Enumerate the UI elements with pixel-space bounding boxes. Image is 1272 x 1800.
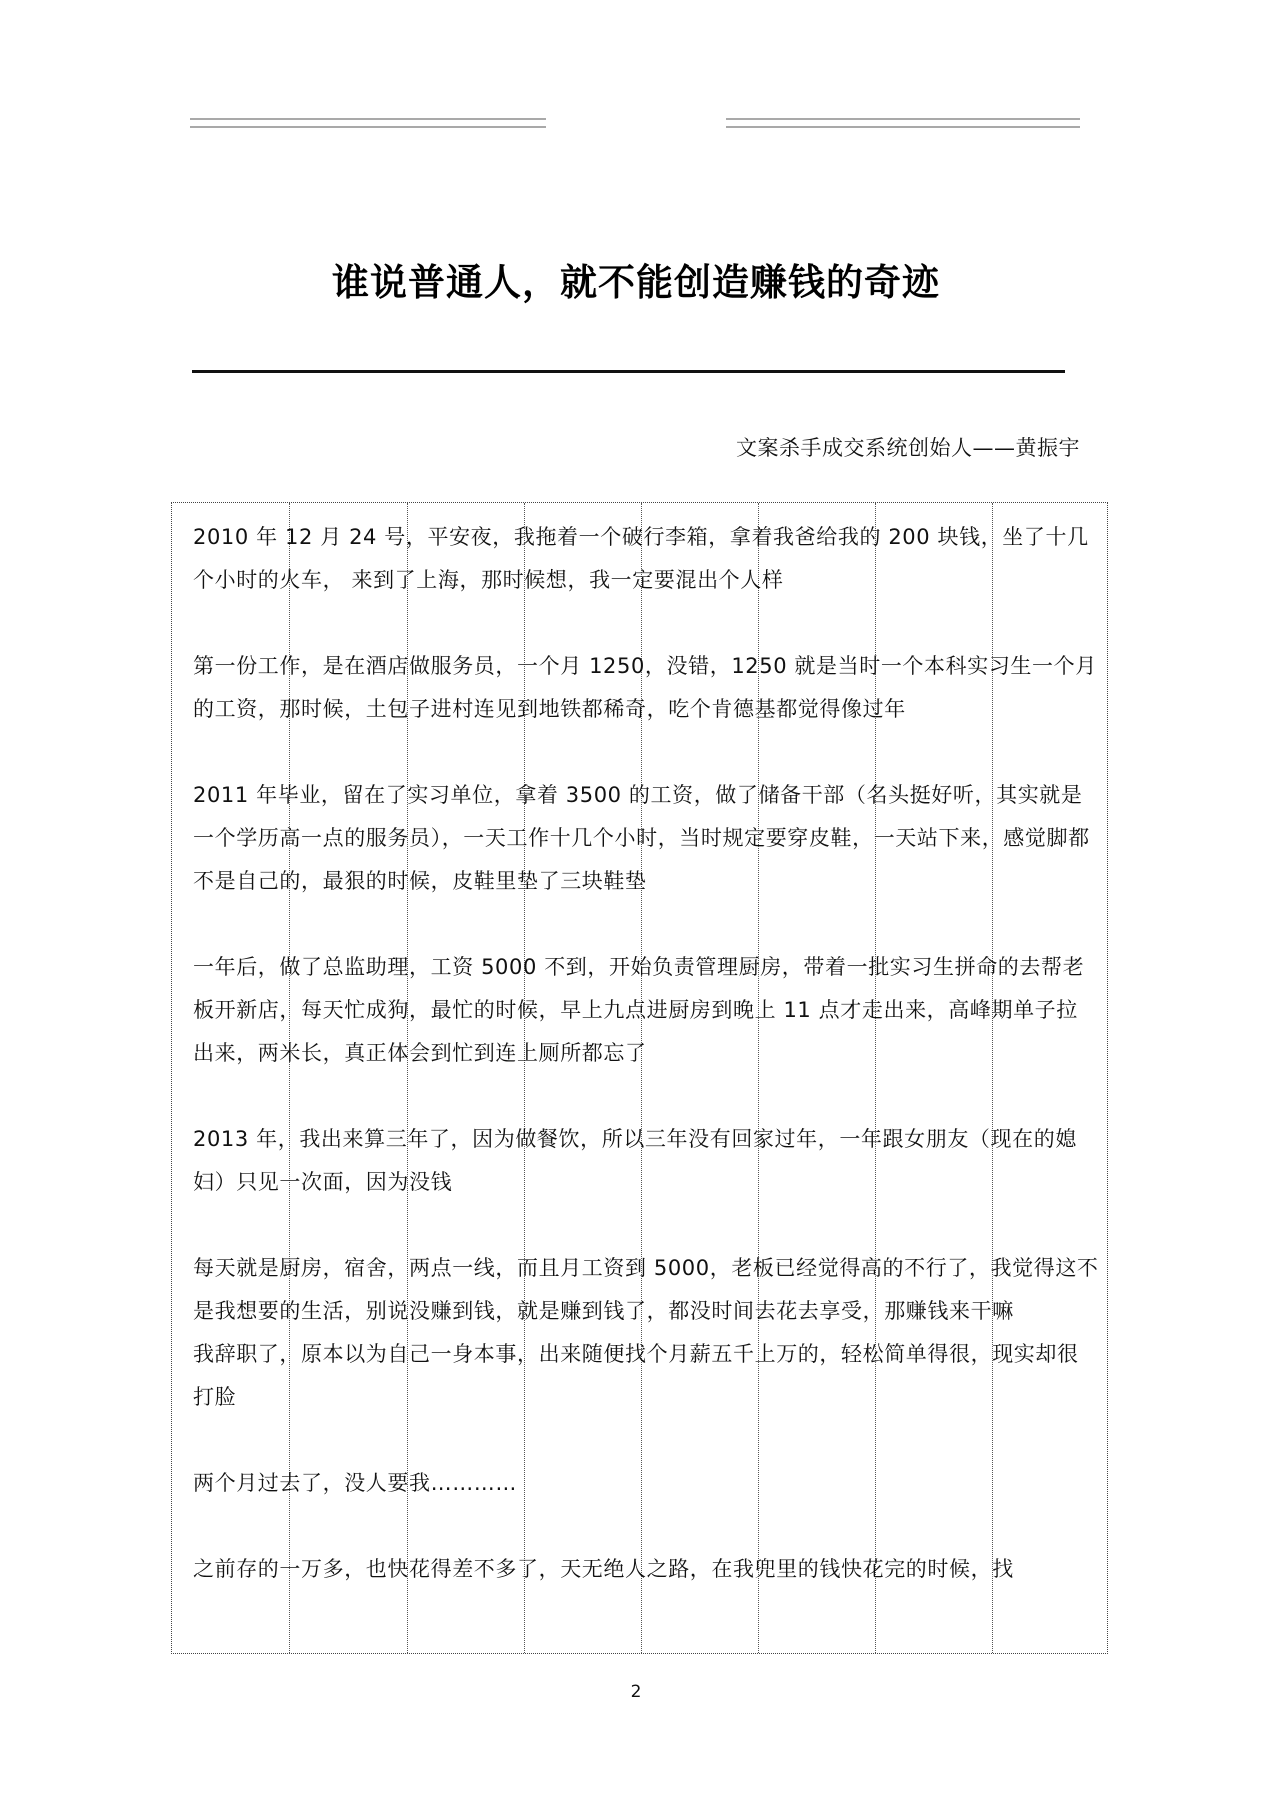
top-decorative-rule-left (190, 118, 546, 128)
document-title: 谁说普通人，就不能创造赚钱的奇迹 (332, 261, 940, 304)
paragraph-3: 2011 年毕业，留在了实习单位，拿着 3500 的工资，做了储备干部（名头挺好听，其实就是一个学历高一点的服务员），一天工作十几个小时，当时规定要穿皮鞋，一天站下来，感觉脚都不是自己的，最狠的时候，皮鞋里垫了三块鞋垫 (193, 783, 1090, 893)
paragraph-gap (193, 1419, 1099, 1462)
top-decorative-rule-right (726, 118, 1080, 128)
author-line: 文案杀手成交系统创始人——黄振宇 (736, 436, 1080, 460)
title-underline (192, 370, 1065, 373)
page-number: 2 (630, 1682, 642, 1702)
paragraph-7: 我辞职了，原本以为自己一身本事，出来随便找个月薪五千上万的，轻松简单得很，现实却很打脸 (193, 1342, 1079, 1409)
paragraph-1: 2010 年 12 月 24 号，平安夜，我拖着一个破行李箱，拿着我爸给我的 200 块钱，坐了十几个小时的火车， 来到了上海，那时候想，我一定要混出个人样 (193, 525, 1089, 592)
paragraph-4: 一年后，做了总监助理，工资 5000 不到，开始负责管理厨房，带着一批实习生拼命的去帮老板开新店，每天忙成狗，最忙的时候，早上九点进厨房到晚上 11 点才走出来，高峰期单子拉出来，两米长，真正体会到忙到连上厕所都忘了 (193, 955, 1085, 1065)
article-body (193, 516, 1099, 1591)
paragraph-6: 每天就是厨房，宿舍，两点一线，而且月工资到 5000，老板已经觉得高的不行了，我觉得这不是我想要的生活，别说没赚到钱，就是赚到钱了，都没时间去花去享受，那赚钱来干嘛 (193, 1256, 1099, 1323)
paragraph-gap (193, 731, 1099, 774)
paragraph-8: 两个月过去了，没人要我………… (193, 1471, 517, 1495)
paragraph-gap (193, 1505, 1099, 1548)
paragraph-gap (193, 1204, 1099, 1247)
paragraph-gap (193, 903, 1099, 946)
paragraph-gap (193, 1075, 1099, 1118)
paragraph-2: 第一份工作，是在酒店做服务员，一个月 1250，没错，1250 就是当时一个本科实习生一个月的工资，那时候，土包子进村连见到地铁都稀奇，吃个肯德基都觉得像过年 (193, 654, 1097, 721)
paragraph-9: 之前存的一万多，也快花得差不多了，天无绝人之路，在我兜里的钱快花完的时候，找 (193, 1557, 1014, 1581)
paragraph-gap (193, 602, 1099, 645)
paragraph-5: 2013 年，我出来算三年了，因为做餐饮，所以三年没有回家过年，一年跟女朋友（现在的媳妇）只见一次面，因为没钱 (193, 1127, 1077, 1194)
